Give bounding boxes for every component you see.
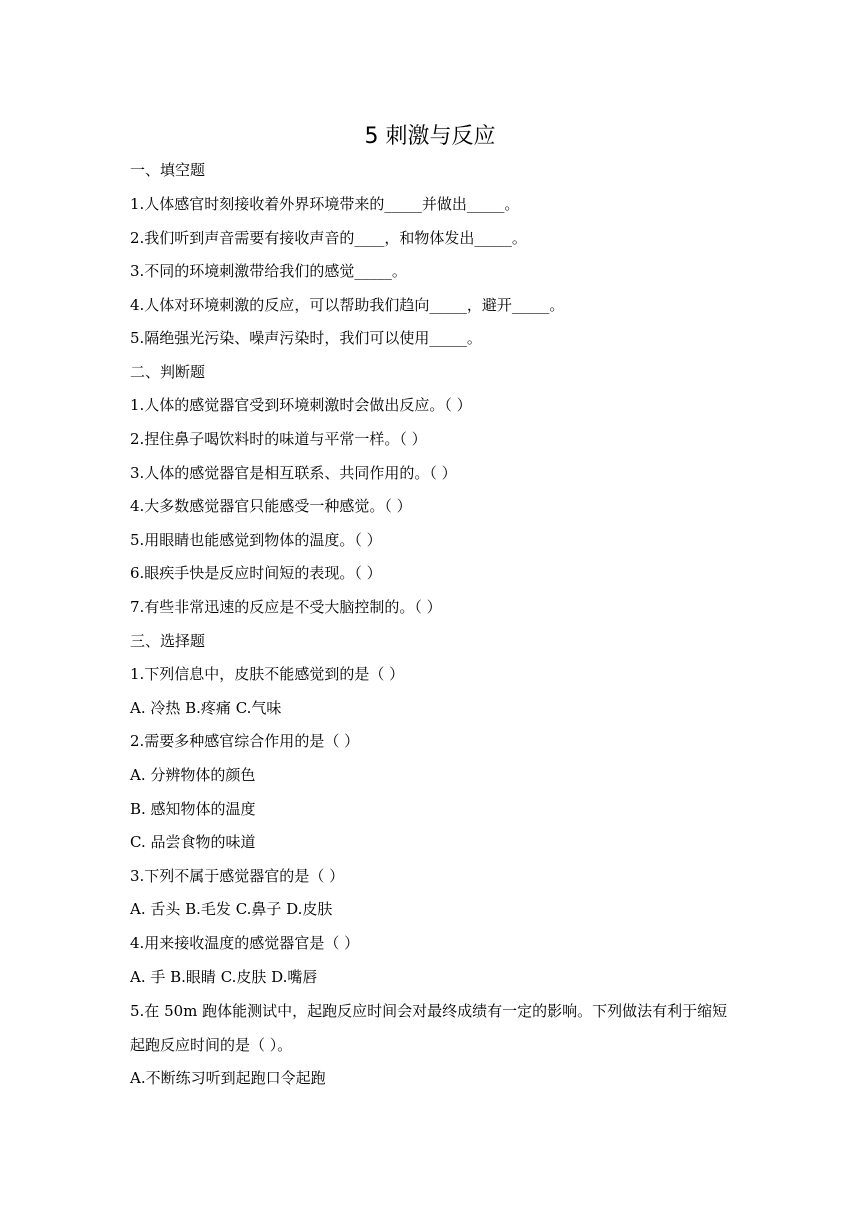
fill-question: 1.人体感官时刻接收着外界环境带来的_____并做出_____。	[130, 195, 520, 213]
choice-question: 5.在 50m 跑体能测试中，起跑反应时间会对最终成绩有一定的影响。下列做法有利于缩短起跑反应时间的是（ ）。	[130, 1002, 728, 1054]
fill-question: 5.隔绝强光污染、噪声污染时，我们可以使用_____。	[130, 329, 482, 347]
fill-question: 2.我们听到声音需要有接收声音的____，和物体发出_____。	[130, 229, 527, 247]
choice-options: A. 手 B.眼睛 C.皮肤 D.嘴唇	[130, 968, 318, 986]
choice-option: A.不断练习听到起跑口令起跑	[130, 1069, 326, 1087]
choice-question: 3.下列不属于感觉器官的是（ ）	[130, 867, 345, 885]
judge-question: 6.眼疾手快是反应时间短的表现。（ ）	[130, 564, 382, 582]
choice-question: 4.用来接收温度的感觉器官是（ ）	[130, 934, 360, 952]
judge-question: 7.有些非常迅速的反应是不受大脑控制的。（ ）	[130, 598, 442, 616]
fill-question: 4.人体对环境刺激的反应，可以帮助我们趋向_____，避开_____。	[130, 296, 565, 314]
judge-question: 1.人体的感觉器官受到环境刺激时会做出反应。（ ）	[130, 396, 472, 414]
judge-question: 2.捏住鼻子喝饮料时的味道与平常一样。（ ）	[130, 430, 427, 448]
judge-question: 4.大多数感觉器官只能感受一种感觉。（ ）	[130, 497, 412, 515]
section-heading-fill: 一、填空题	[130, 161, 206, 179]
choice-options: A. 舌头 B.毛发 C.鼻子 D.皮肤	[130, 900, 333, 918]
choice-option: C. 品尝食物的味道	[130, 833, 256, 851]
choice-option: A. 分辨物体的颜色	[130, 766, 256, 784]
choice-question: 1.下列信息中，皮肤不能感觉到的是（ ）	[130, 665, 405, 683]
choice-option: B. 感知物体的温度	[130, 800, 256, 818]
section-heading-judge: 二、判断题	[130, 363, 206, 381]
fill-question: 3.不同的环境刺激带给我们的感觉_____。	[130, 262, 407, 280]
judge-question: 3.人体的感觉器官是相互联系、共同作用的。（ ）	[130, 464, 457, 482]
section-heading-choice: 三、选择题	[130, 632, 206, 650]
judge-question: 5.用眼睛也能感觉到物体的温度。（ ）	[130, 531, 382, 549]
page-title: 5 刺激与反应	[364, 124, 496, 149]
choice-options: A. 冷热 B.疼痛 C.气味	[130, 699, 282, 717]
choice-question: 2.需要多种感官综合作用的是（ ）	[130, 732, 360, 750]
